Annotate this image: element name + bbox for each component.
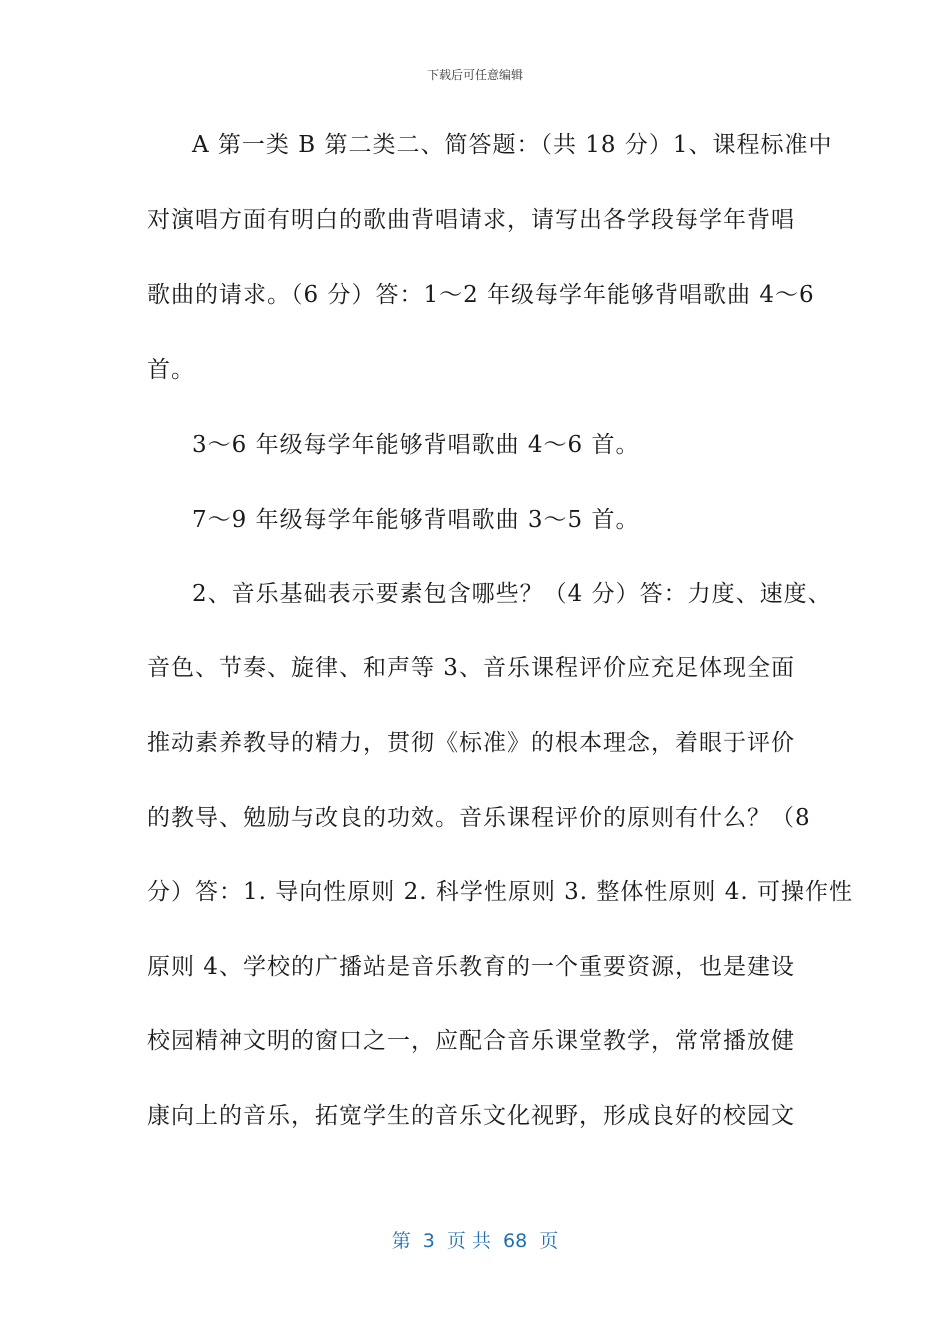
body-line: 分）答：1. 导向性原则 2. 科学性原则 3. 整体性原则 4. 可操作性 — [147, 879, 853, 905]
body-line: 7～9 年级每学年能够背唱歌曲 3～5 首。 — [192, 507, 640, 533]
body-line: 歌曲的请求。（6 分）答：1～2 年级每学年能够背唱歌曲 4～6 — [147, 282, 815, 308]
body-line: 音色、节奏、旋律、和声等 3、音乐课程评价应充足体现全面 — [147, 655, 795, 681]
page-header: 下载后可任意编辑 — [426, 68, 523, 82]
body-line: 首。 — [147, 357, 195, 383]
body-line: A 第一类 B 第二类二、简答题：（共 18 分）1、课程标准中 — [192, 132, 833, 158]
page-number-footer: 第 3 页 共 68 页 — [391, 1230, 559, 1252]
body-line: 原则 4、学校的广播站是音乐教育的一个重要资源，也是建设 — [147, 954, 795, 980]
body-line: 校园精神文明的窗口之一，应配合音乐课堂教学，常常播放健 — [147, 1028, 795, 1054]
body-line: 康向上的音乐，拓宽学生的音乐文化视野，形成良好的校园文 — [147, 1103, 795, 1129]
body-line: 2、音乐基础表示要素包含哪些？（4 分）答：力度、速度、 — [192, 581, 832, 607]
body-line: 对演唱方面有明白的歌曲背唱请求，请写出各学段每学年背唱 — [147, 207, 795, 233]
body-line: 3～6 年级每学年能够背唱歌曲 4～6 首。 — [192, 432, 640, 458]
body-line: 的教导、勉励与改良的功效。音乐课程评价的原则有什么？（8 — [147, 805, 811, 831]
body-line: 推动素养教导的精力，贯彻《标准》的根本理念，着眼于评价 — [147, 730, 795, 756]
